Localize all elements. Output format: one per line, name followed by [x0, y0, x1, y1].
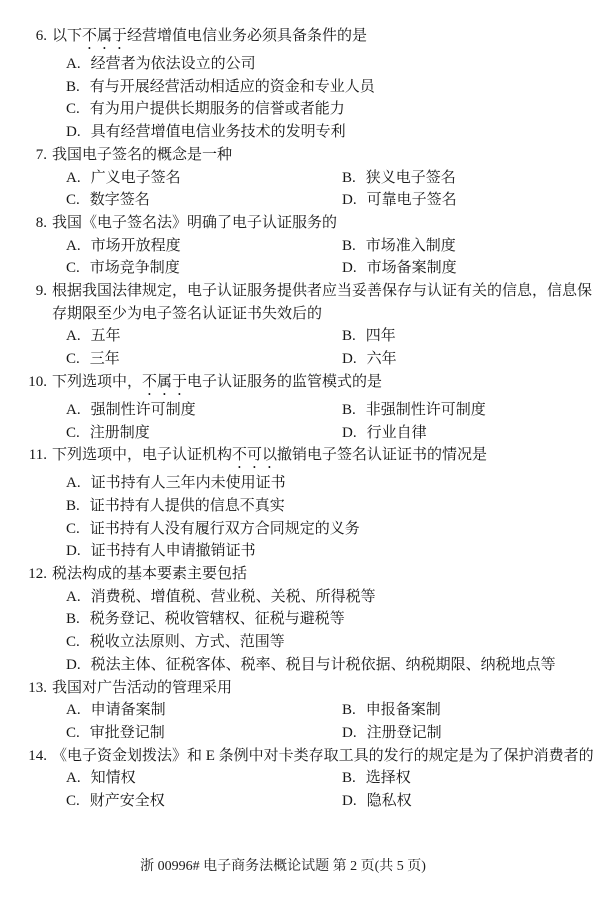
option-B — [66, 495, 598, 518]
option-text: 狭义电子签名 — [365, 169, 456, 186]
option-label: A. — [66, 475, 81, 492]
options — [66, 472, 598, 563]
options — [66, 699, 598, 744]
option-B — [342, 767, 598, 790]
question-text — [52, 144, 598, 167]
option-C — [66, 722, 342, 745]
option-label: C. — [66, 520, 80, 537]
question-title — [28, 745, 598, 768]
options — [66, 235, 598, 280]
question-6 — [28, 25, 598, 144]
option-label: C. — [66, 101, 80, 118]
question-title — [28, 444, 598, 472]
emphasized-text: 不可以 — [232, 447, 278, 464]
option-A — [66, 235, 342, 258]
option-label: D. — [66, 543, 81, 560]
question-10 — [28, 371, 598, 444]
option-text: 市场备案制度 — [366, 260, 457, 277]
option-A — [66, 586, 598, 609]
option-D — [342, 348, 598, 371]
option-label: C. — [66, 634, 80, 651]
option-D — [342, 189, 598, 212]
question-title — [28, 371, 598, 399]
option-label: A. — [66, 328, 81, 345]
options — [66, 767, 598, 812]
question-text — [52, 371, 598, 399]
option-label: A. — [66, 770, 81, 787]
option-B — [342, 699, 598, 722]
question-text — [52, 677, 598, 700]
option-text: 广义电子签名 — [90, 169, 181, 186]
option-text: 有与开展经营活动相适应的资金和专业人员 — [89, 78, 375, 95]
option-text: 注册登记制 — [366, 724, 442, 741]
option-text: 六年 — [366, 351, 397, 368]
option-label: D. — [342, 192, 357, 209]
option-label: B. — [66, 497, 80, 514]
option-label: D. — [342, 424, 357, 441]
title-segment: 撤销电子签名认证证书的情况是 — [277, 447, 488, 464]
option-C — [66, 422, 342, 445]
option-D — [66, 121, 598, 144]
option-text: 税法主体、征税客体、税率、税目与计税依据、纳税期限、纳税地点等 — [90, 656, 556, 673]
option-label: D. — [66, 656, 81, 673]
question-number: 6. — [35, 28, 47, 44]
title-segment: 以下 — [52, 28, 83, 44]
question-title — [28, 677, 598, 700]
question-7 — [28, 144, 598, 212]
option-label: A. — [66, 401, 81, 418]
option-label: C. — [66, 724, 80, 741]
option-text: 证书持有人申请撤销证书 — [90, 543, 256, 560]
option-text: 申报备案制 — [365, 702, 441, 719]
emphasized-text: 不属于 — [82, 28, 128, 44]
option-label: B. — [342, 237, 356, 254]
option-label: B. — [342, 702, 356, 719]
question-list — [28, 25, 598, 813]
option-text: 市场准入制度 — [365, 237, 456, 254]
option-label: C. — [66, 192, 80, 209]
option-C — [66, 631, 598, 654]
question-number: 10. — [28, 373, 47, 390]
option-D — [66, 540, 598, 563]
options — [66, 586, 598, 677]
options — [66, 399, 598, 444]
option-A — [66, 325, 342, 348]
option-A — [66, 53, 598, 76]
title-segment: 经营增值电信业务必须具备条件的是 — [127, 28, 368, 44]
option-text: 市场开放程度 — [90, 237, 181, 254]
option-label: B. — [66, 78, 80, 95]
page-footer — [0, 856, 566, 879]
option-text: 知情权 — [90, 770, 136, 787]
option-B — [66, 76, 598, 99]
option-C — [66, 348, 342, 371]
question-12 — [28, 563, 598, 677]
option-D — [342, 722, 598, 745]
option-label: B. — [66, 611, 80, 628]
title-segment: 我国对广告活动的管理采用 — [52, 679, 233, 696]
question-title — [28, 280, 598, 325]
option-label: C. — [66, 793, 80, 810]
option-text: 三年 — [89, 351, 120, 368]
question-number: 7. — [35, 146, 47, 163]
option-label: A. — [66, 237, 81, 254]
option-label: B. — [342, 169, 356, 186]
question-text — [52, 745, 598, 768]
question-text — [52, 25, 598, 53]
title-segment: 税法构成的基本要素主要包括 — [52, 566, 248, 583]
option-label: A. — [66, 56, 81, 72]
option-label: D. — [342, 793, 357, 810]
question-title — [28, 144, 598, 167]
option-text: 数字签名 — [89, 192, 150, 209]
option-B — [342, 399, 598, 422]
option-text: 四年 — [365, 328, 396, 345]
option-label: A. — [66, 588, 81, 605]
option-label: D. — [342, 351, 357, 368]
question-text — [52, 280, 598, 325]
option-C — [66, 98, 598, 121]
option-text: 可靠电子签名 — [366, 192, 457, 209]
options — [66, 325, 598, 370]
question-number: 14. — [28, 747, 47, 764]
question-number: 12. — [28, 566, 47, 583]
option-text: 税收立法原则、方式、范围等 — [89, 634, 285, 651]
option-text: 强制性许可制度 — [90, 401, 196, 418]
title-segment: 下列选项中， — [52, 373, 143, 390]
option-B — [342, 235, 598, 258]
question-title — [28, 563, 598, 586]
option-A — [66, 699, 342, 722]
option-label: C. — [66, 351, 80, 368]
option-D — [342, 790, 598, 813]
question-number: 11. — [28, 447, 47, 464]
option-text: 选择权 — [365, 770, 411, 787]
option-D — [66, 654, 598, 677]
option-text: 税务登记、税收管辖权、征税与避税等 — [89, 611, 345, 628]
option-D — [342, 257, 598, 280]
option-label: D. — [342, 260, 357, 277]
option-label: C. — [66, 260, 80, 277]
title-segment: 我国《电子签名法》明确了电子认证服务的 — [52, 214, 338, 231]
option-label: B. — [342, 401, 356, 418]
option-label: A. — [66, 702, 81, 719]
option-label: C. — [66, 424, 80, 441]
title-segment: 下列选项中，电子认证机构 — [52, 447, 233, 464]
option-B — [342, 167, 598, 190]
question-text — [52, 563, 598, 586]
emphasized-text: 不属于 — [142, 373, 188, 390]
option-C — [66, 518, 598, 541]
question-9 — [28, 280, 598, 371]
question-number: 9. — [35, 283, 47, 300]
option-text: 经营者为依法设立的公司 — [90, 56, 256, 72]
option-A — [66, 399, 342, 422]
option-B — [66, 608, 598, 631]
option-text: 证书持有人提供的信息不真实 — [89, 497, 285, 514]
option-text: 行业自律 — [366, 424, 427, 441]
options — [66, 167, 598, 212]
option-A — [66, 767, 342, 790]
option-label: D. — [342, 724, 357, 741]
question-title — [28, 25, 598, 53]
option-text: 证书持有人三年内未使用证书 — [90, 475, 286, 492]
option-label: B. — [342, 770, 356, 787]
option-label: D. — [66, 124, 81, 141]
option-text: 隐私权 — [366, 793, 412, 810]
question-title — [28, 212, 598, 235]
option-D — [342, 422, 598, 445]
question-8 — [28, 212, 598, 280]
title-segment: 《电子资金划拨法》和 E 条例中对卡类存取工具的发行的规定是为了保护消费者的 — [52, 747, 594, 764]
title-segment: 我国电子签名的概念是一种 — [52, 146, 233, 163]
option-text: 审批登记制 — [89, 724, 165, 741]
option-text: 五年 — [90, 328, 121, 345]
question-text — [52, 212, 598, 235]
option-text: 非强制性许可制度 — [365, 401, 486, 418]
question-number: 13. — [28, 679, 47, 696]
option-text: 注册制度 — [89, 424, 150, 441]
question-text — [52, 444, 598, 472]
question-13 — [28, 677, 598, 745]
option-A — [66, 472, 598, 495]
option-label: A. — [66, 169, 81, 186]
option-C — [66, 257, 342, 280]
title-segment: 根据我国法律规定，电子认证服务提供者应当妥善保存与认证有关的信息，信息保存期限至少为电子签名认证证书失效后的 — [52, 283, 593, 322]
question-14 — [28, 745, 598, 813]
option-text: 申请备案制 — [90, 702, 166, 719]
option-A — [66, 167, 342, 190]
question-11 — [28, 444, 598, 563]
option-C — [66, 189, 342, 212]
options — [66, 53, 598, 144]
option-text: 具有经营增值电信业务技术的发明专利 — [90, 124, 346, 141]
footer-text: 浙 00996# 电子商务法概论试题 第 2 页(共 5 页) — [140, 859, 426, 874]
option-text: 财产安全权 — [89, 793, 165, 810]
option-text: 消费税、增值税、营业税、关税、所得税等 — [90, 588, 376, 605]
question-number: 8. — [35, 214, 47, 231]
option-B — [342, 325, 598, 348]
option-text: 证书持有人没有履行双方合同规定的义务 — [89, 520, 360, 537]
option-C — [66, 790, 342, 813]
option-text: 市场竞争制度 — [89, 260, 180, 277]
option-text: 有为用户提供长期服务的信誉或者能力 — [89, 101, 345, 118]
title-segment: 电子认证服务的监管模式的是 — [187, 373, 383, 390]
option-label: B. — [342, 328, 356, 345]
